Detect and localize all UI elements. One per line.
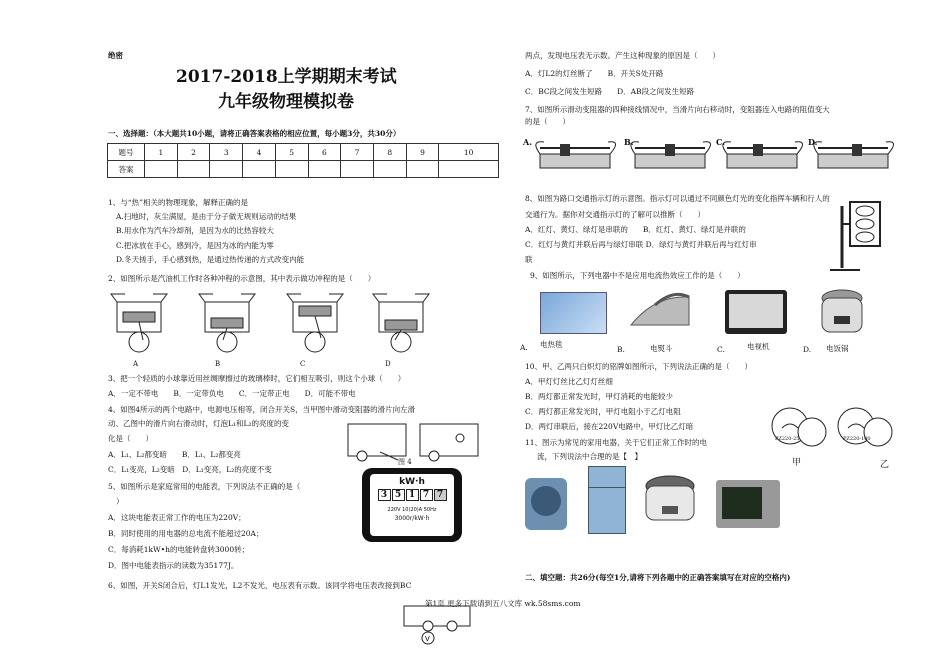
- engine-figure-a: [111, 294, 167, 352]
- q1-option-a: A.扫地时，灰尘满屋，是由于分子做无规则运动的结果: [116, 212, 297, 221]
- q9-option-c-name: 电视机: [747, 342, 770, 351]
- meter-revolutions: 3000r/kW·h: [394, 515, 430, 522]
- q2-label-d: D: [385, 360, 391, 368]
- q10-option-c: C．两灯都正常发光时，甲灯电阻小于乙灯电阻: [525, 407, 681, 416]
- q11-stem-1: 11、图示为常见的家用电器，关于它们正常工作时的电: [525, 438, 708, 447]
- electric-iron-image: [625, 285, 695, 335]
- answer-cell[interactable]: [373, 161, 406, 178]
- q5-stem: 5、如图所示是家庭常用的电能表，下列说法不正确的是（: [108, 482, 301, 491]
- meter-digit: 5: [392, 489, 405, 501]
- q1-stem: 1、与“热”相关的物理现象，解释正确的是: [108, 198, 248, 207]
- q6-stem: 6、如图，开关S闭合后，灯L1发光，L2不发光，电压表有示数。该同学将电压表改接到BC: [108, 581, 412, 590]
- q1-option-c: C.把冰放在手心，感到冷，是因为冰的内能为零: [116, 241, 274, 250]
- q5-option-a: A．这块电能表正常工作的电压为220V；: [108, 513, 246, 522]
- rheostat-d: [814, 142, 894, 168]
- answer-table: [107, 143, 499, 178]
- bulb-jia-label: 甲: [792, 458, 802, 468]
- engine-figure-d: [373, 294, 429, 352]
- q9-option-a-name: 电热毯: [540, 340, 563, 349]
- table-cell: 7: [341, 144, 374, 161]
- table-cell: 9: [406, 144, 439, 161]
- q9-option-c-letter: C.: [717, 345, 725, 354]
- q3-options: A．一定不带电 B．一定带负电 C．一定带正电 D．可能不带电: [108, 389, 356, 398]
- section1-heading: 一、选择题：（本大题共10小题，请将正确答案表格的相应位置，每小题3分，共30分）: [108, 129, 401, 138]
- answer-cell[interactable]: [406, 161, 439, 178]
- meter-digit: 7: [420, 489, 433, 501]
- meter-digits: [370, 489, 454, 501]
- q2-stem: 2、如图所示是汽油机工作时各种冲程的示意图，其中表示做功冲程的是（ ）: [108, 274, 376, 283]
- table-cell: 题号: [108, 144, 145, 161]
- refrigerator-image: [588, 466, 626, 534]
- rheostat-c: [723, 142, 803, 168]
- section2-heading: 二、填空题：共26分(每空1分,请将下列各题中的正确答案填写在对应的空格内): [525, 573, 791, 582]
- q5-option-b: B．同时使用的用电器的总电流不能超过20A；: [108, 529, 264, 538]
- q9-option-a-letter: A.: [520, 343, 528, 352]
- rice-cooker-image: [812, 286, 872, 340]
- q10-stem: 10、甲、乙两只白炽灯的铭牌如图所示，下列说法正确的是（ ）: [525, 362, 753, 371]
- electric-blanket-image: [540, 292, 607, 334]
- q2-label-b: B: [215, 360, 221, 368]
- engine-figure-c: [287, 294, 343, 352]
- q8-stem-1: 8、如图为路口交通指示灯的示意图。指示灯可以通过不同颜色灯光的变化指挥车辆和行人的: [525, 194, 830, 203]
- q4-options-ab: A．L₁、L₂都变暗 B．L₁、L₂都变亮: [108, 450, 241, 459]
- q10-option-b: B．两灯都正常发光时，甲灯消耗的电能较少: [525, 392, 674, 401]
- electricity-meter: [362, 468, 462, 542]
- engine-figure-b: [199, 294, 255, 352]
- q5-stem-close: ）: [116, 497, 124, 506]
- answer-cell[interactable]: [439, 161, 499, 178]
- bulb-yi-rating: PZ220-100: [843, 436, 871, 442]
- answer-cell[interactable]: [275, 161, 308, 178]
- q5-option-d: D．图中电能表指示的读数为35177J。: [108, 561, 239, 570]
- q7-stem-2: 的是（ ）: [525, 117, 570, 126]
- table-cell: 2: [177, 144, 210, 161]
- q8-stem-2: 交通行为。据你对交通指示灯的了解可以推断（ ）: [525, 210, 705, 219]
- q10-option-d: D．两灯串联后，接在220V电路中，甲灯比乙灯暗: [525, 422, 694, 431]
- q9-option-b-name: 电熨斗: [650, 344, 673, 353]
- meter-digit: 1: [406, 489, 419, 501]
- q9-option-d-name: 电饭锅: [826, 344, 849, 353]
- meter-digit: 3: [378, 489, 391, 501]
- q2-label-a: A: [133, 360, 139, 368]
- meter-unit: kW·h: [399, 477, 425, 487]
- table-cell: 3: [210, 144, 243, 161]
- q7-label-b: B.: [624, 137, 634, 147]
- rheostat-figures: [530, 140, 900, 182]
- q4-stem-1: 4、如图4所示的两个电路中，电源电压相等，闭合开关S，当甲图中滑动变阻器的滑片向左滑: [108, 405, 416, 414]
- q4-stem-3: 化是（ ）: [108, 434, 153, 443]
- q8-options-ab: A．红灯、黄灯、绿灯是串联的 B．红灯、黄灯、绿灯是并联的: [525, 225, 746, 234]
- q11-stem-2: 流，下列说法中合理的是【 】: [537, 452, 642, 461]
- q6-options-cd: C．BC段之间发生短路 D．AB段之间发生短路: [525, 87, 695, 96]
- q6-options-ab: A．灯L2的灯丝断了 B．开关S处开路: [525, 69, 664, 78]
- answer-cell[interactable]: [341, 161, 374, 178]
- table-cell: 6: [308, 144, 341, 161]
- table-cell: 8: [373, 144, 406, 161]
- microwave-image: [716, 480, 780, 528]
- answer-cell[interactable]: [145, 161, 178, 178]
- table-cell: 1: [145, 144, 178, 161]
- meter-spec: 220V 10(20)A 50Hz: [387, 507, 437, 513]
- figure-4-caption: 图 4: [398, 458, 412, 466]
- table-cell: 5: [275, 144, 308, 161]
- exam-subtitle: 九年级物理模拟卷: [218, 92, 354, 112]
- q8-options-cont: 联: [525, 255, 533, 264]
- q7-label-a: A.: [523, 137, 532, 147]
- svg-text:V: V: [425, 635, 430, 643]
- q6-stem-cont: 两点，发现电压表无示数。产生这种现象的原因是（ ）: [525, 51, 720, 60]
- engine-stroke-figures: [105, 290, 435, 358]
- q2-label-c: C: [300, 360, 306, 368]
- fan-image: [525, 478, 567, 530]
- television-image: [725, 290, 787, 334]
- traffic-light-figure: [830, 196, 892, 276]
- q9-option-d-letter: D.: [803, 345, 812, 354]
- answer-cell[interactable]: [308, 161, 341, 178]
- q7-stem-1: 7、如图所示滑动变阻器的四种接线情况中，当滑片向右移动时，变阻器连入电路的阻值变大: [525, 105, 830, 114]
- exam-title: 2017-2018上学期期末考试: [176, 67, 397, 87]
- bulb-jia-rating: PZ220-25: [775, 436, 800, 442]
- q4-options-cd: C．L₁变亮，L₂变暗 D．L₁变亮，L₂的亮度不变: [108, 465, 272, 474]
- q7-label-d: D.: [808, 137, 818, 147]
- q9-option-b-letter: B.: [617, 345, 625, 354]
- answer-cell[interactable]: [243, 161, 276, 178]
- q1-option-b: B.用水作为汽车冷却剂，是因为水的比热容较大: [116, 226, 274, 235]
- q10-option-a: A．甲灯灯丝比乙灯灯丝细: [525, 377, 613, 386]
- q4-stem-2: 动、乙图中的滑片向右滑动时，灯泡L₁和L₂的亮度的变: [108, 419, 289, 428]
- answer-cell[interactable]: [177, 161, 210, 178]
- circuit-figure-4: [340, 418, 488, 466]
- q9-stem: 9、如图所示，下列电器中不是应用电流热效应工作的是（ ）: [530, 271, 745, 280]
- q8-options-cd: C．红灯与黄灯并联后再与绿灯串联 D．绿灯与黄灯并联后再与红灯串: [525, 240, 757, 249]
- cooker-image: [640, 470, 700, 532]
- table-cell: 10: [439, 144, 499, 161]
- secret-label: 绝密: [108, 51, 123, 60]
- table-row: [108, 144, 499, 161]
- meter-digit: 7: [434, 489, 447, 501]
- page-footer: 第1页 更多下载请到五八文库 wk.58sms.com: [425, 599, 581, 608]
- answer-cell[interactable]: [210, 161, 243, 178]
- table-row: [108, 161, 499, 178]
- q3-stem: 3、把一个轻质的小球靠近用丝绸摩擦过的玻璃棒时，它们相互吸引，则这个小球（ ）: [108, 374, 406, 383]
- bulb-yi-label: 乙: [880, 460, 890, 470]
- q7-label-c: C.: [716, 137, 726, 147]
- table-cell: 4: [243, 144, 276, 161]
- q5-option-c: C．每消耗1kW•h的电能转盘转3000转；: [108, 545, 250, 554]
- table-cell: 答案: [108, 161, 145, 178]
- rheostat-a: [536, 142, 616, 168]
- q1-option-d: D.冬天搓手，手心感到热，是通过热传递的方式改变内能: [116, 255, 305, 264]
- rheostat-b: [631, 142, 711, 168]
